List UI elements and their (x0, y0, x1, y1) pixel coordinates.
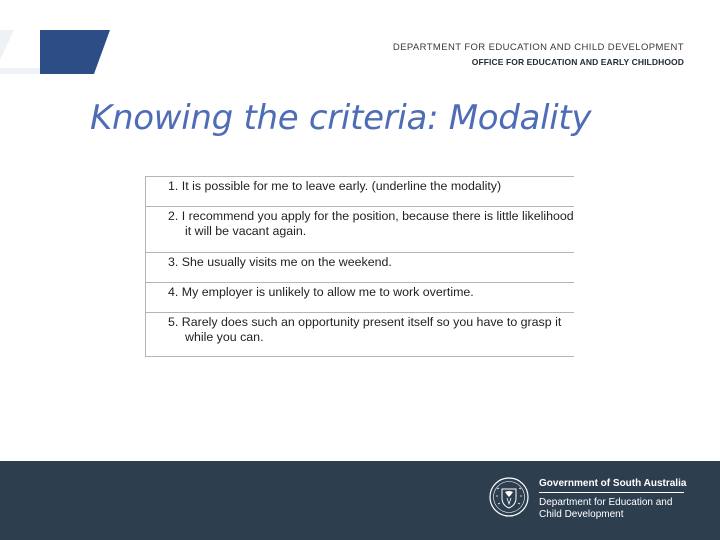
criteria-row (146, 252, 574, 282)
office-name: OFFICE FOR EDUCATION AND EARLY CHILDHOOD (471, 57, 684, 67)
department-name: DEPARTMENT FOR EDUCATION AND CHILD DEVELOPMENT (392, 42, 684, 53)
department-header (393, 42, 684, 67)
header-accent-band (0, 30, 110, 74)
criteria-row (146, 206, 574, 252)
footer-divider (539, 492, 684, 493)
criteria-row (146, 282, 574, 312)
criteria-row (146, 312, 574, 357)
criteria-row (146, 176, 574, 206)
criteria-item-5: 5. Rarely does such an opportunity present itself so you have to grasp it while you can. (168, 315, 562, 344)
criteria-table (145, 176, 574, 357)
criteria-item-2: 2. I recommend you apply for the position, because there is little likelihood it will be vacant again. (168, 209, 574, 238)
footer-department-line2: Child Development (539, 509, 624, 520)
criteria-item-1: 1. It is possible for me to leave early. (underline the modality) (168, 179, 502, 193)
footer-department-line1: Department for Education and (539, 497, 673, 508)
government-crest-icon (488, 476, 530, 518)
slide-title: Knowing the criteria: Modality (90, 98, 592, 138)
government-name: Government of South Australia (539, 478, 687, 489)
footer-department (539, 497, 672, 521)
criteria-item-3: 3. She usually visits me on the weekend. (168, 255, 392, 269)
criteria-item-4: 4. My employer is unlikely to allow me to work overtime. (168, 285, 474, 299)
